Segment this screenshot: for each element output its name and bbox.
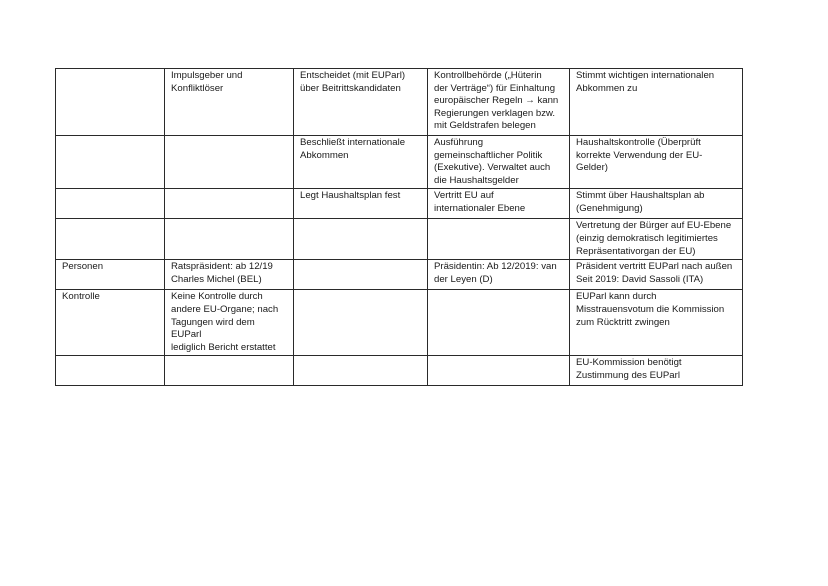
table-cell: Vertritt EU auf internationaler Ebene bbox=[428, 189, 570, 219]
table-cell: Vertretung der Bürger auf EU-Ebene (einzig demokratisch legitimiertes Repräsentativorgan der EU) bbox=[570, 219, 743, 260]
table-cell: Entscheidet (mit EUParl) über Beitrittskandidaten bbox=[294, 69, 428, 136]
table-cell bbox=[56, 219, 165, 260]
table-cell: Ausführung gemeinschaftlicher Politik (Exekutive). Verwaltet auch die Haushaltsgelder bbox=[428, 136, 570, 189]
table-cell bbox=[56, 356, 165, 386]
table-row bbox=[56, 69, 743, 136]
table-row bbox=[56, 356, 743, 386]
table-cell: Legt Haushaltsplan fest bbox=[294, 189, 428, 219]
table-cell: Impulsgeber und Konfliktlöser bbox=[165, 69, 294, 136]
table-cell bbox=[165, 356, 294, 386]
table-cell bbox=[294, 290, 428, 356]
table-row bbox=[56, 260, 743, 290]
table-cell bbox=[165, 219, 294, 260]
table-cell: Kontrollbehörde („Hüterin der Verträge“) für Einhaltung europäischer Regeln → kann Regierungen verklagen bzw. mit Geldstrafen belegen bbox=[428, 69, 570, 136]
table-cell: Ratspräsident: ab 12/19 Charles Michel (BEL) bbox=[165, 260, 294, 290]
table-cell bbox=[56, 189, 165, 219]
table-cell bbox=[165, 136, 294, 189]
table-cell bbox=[56, 136, 165, 189]
table-cell bbox=[428, 219, 570, 260]
eu-institutions-table bbox=[55, 68, 743, 386]
table-cell: EUParl kann durch Misstrauensvotum die Kommission zum Rücktritt zwingen bbox=[570, 290, 743, 356]
row-label-kontrolle: Kontrolle bbox=[56, 290, 165, 356]
table-cell: Präsidentin: Ab 12/2019: van der Leyen (D) bbox=[428, 260, 570, 290]
table-cell: EU-Kommission benötigt Zustimmung des EUParl bbox=[570, 356, 743, 386]
table-cell bbox=[294, 260, 428, 290]
table-row bbox=[56, 189, 743, 219]
row-label-personen: Personen bbox=[56, 260, 165, 290]
table-cell bbox=[56, 69, 165, 136]
table-cell: Präsident vertritt EUParl nach außen Seit 2019: David Sassoli (ITA) bbox=[570, 260, 743, 290]
table-cell: Stimmt über Haushaltsplan ab (Genehmigung) bbox=[570, 189, 743, 219]
table-cell bbox=[294, 356, 428, 386]
table-cell: Keine Kontrolle durch andere EU-Organe; nach Tagungen wird dem EUParl lediglich Bericht erstattet bbox=[165, 290, 294, 356]
table-cell: Beschließt internationale Abkommen bbox=[294, 136, 428, 189]
table-row bbox=[56, 219, 743, 260]
table-cell: Stimmt wichtigen internationalen Abkommen zu bbox=[570, 69, 743, 136]
table-cell bbox=[428, 356, 570, 386]
table-cell bbox=[428, 290, 570, 356]
table-row bbox=[56, 136, 743, 189]
table-cell bbox=[294, 219, 428, 260]
table-cell: Haushaltskontrolle (Überprüft korrekte Verwendung der EU- Gelder) bbox=[570, 136, 743, 189]
table-row bbox=[56, 290, 743, 356]
table-cell bbox=[165, 189, 294, 219]
